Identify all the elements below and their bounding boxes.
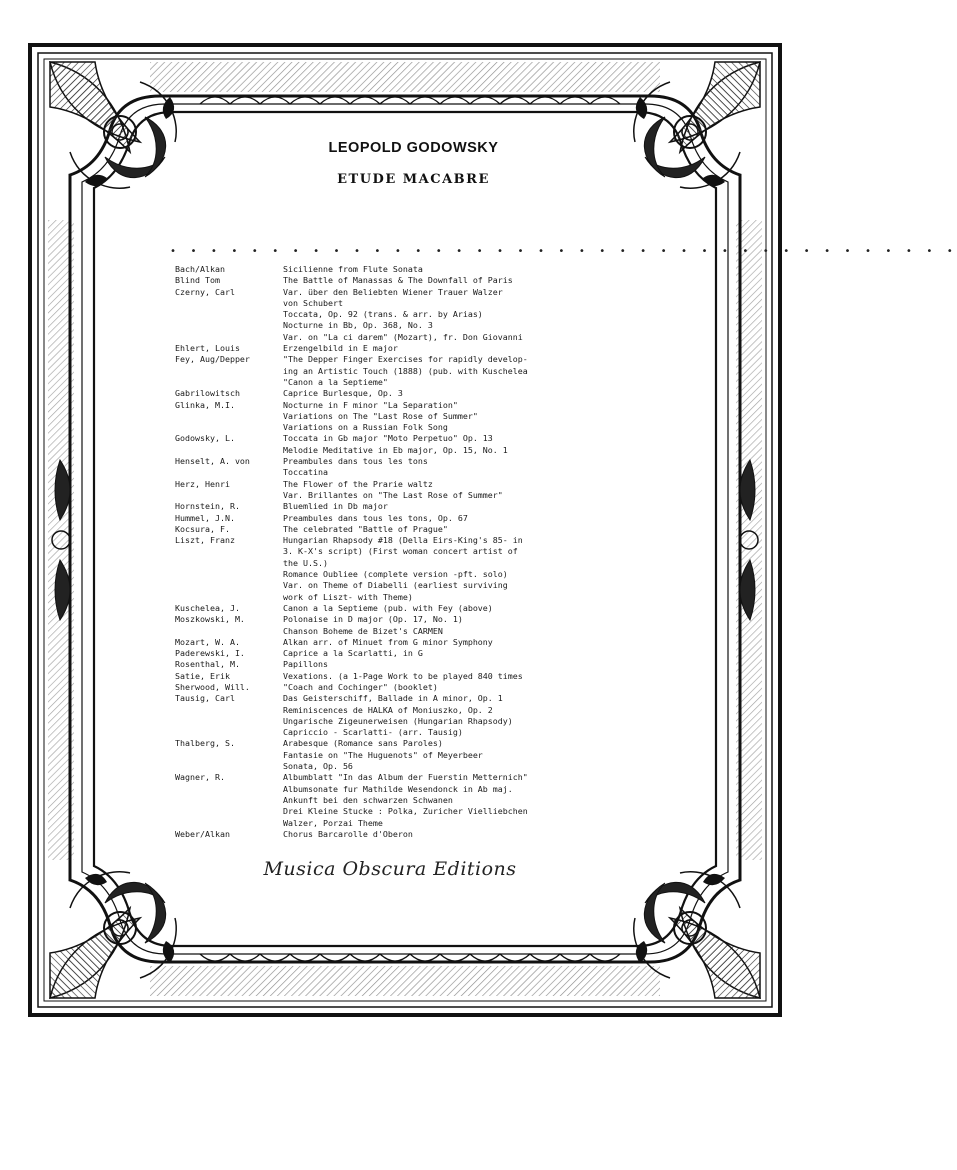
listing-composer [175, 761, 283, 772]
listing-composer: Godowsky, L. [175, 433, 235, 444]
listing-row [175, 546, 645, 557]
listing-title: Ungarische Zigeunerweisen (Hungarian Rhapsody) [283, 715, 513, 726]
listing-composer: Weber/Alkan [175, 828, 230, 839]
listing-composer: Hummel, J.N. [175, 512, 235, 523]
listing-row [175, 343, 645, 354]
listing-row [175, 354, 645, 365]
listing-title: Vexations. (a 1-Page Work to be played 840 times [283, 670, 523, 681]
listing-composer: Ehlert, Louis [175, 343, 240, 354]
listing-row [175, 682, 645, 693]
listing-row [175, 411, 645, 422]
listing-composer [175, 445, 283, 456]
listing-composer [175, 818, 283, 829]
listing-composer: Moszkowski, M. [175, 614, 245, 625]
listing-composer [175, 784, 283, 795]
listing-title: Var. Brillantes on "The Last Rose of Summer" [283, 489, 503, 500]
listing-row [175, 332, 645, 343]
listing-composer: Blind Tom [175, 275, 220, 286]
listing-composer: Rosenthal, M. [175, 659, 240, 670]
listing-composer: Bach/Alkan [175, 264, 225, 274]
listing-composer [175, 750, 283, 761]
listing-row [175, 535, 645, 546]
listing-title: Preambules dans tous les tons [283, 456, 428, 467]
listing-title: Variations on a Russian Folk Song [283, 422, 448, 433]
listing-row [175, 806, 645, 817]
listing-title: Var. on Theme of Diabelli (earliest surviving [283, 580, 508, 591]
listing-title: Ankunft bei den schwarzen Schwanen [283, 794, 453, 805]
listing-row [175, 716, 645, 727]
listing-title: Var. über den Beliebten Wiener Trauer Walzer [283, 286, 503, 297]
listing-composer [175, 716, 283, 727]
listing-row [175, 626, 645, 637]
listing-title: Melodie Meditative in Eb major, Op. 15, No. 1 [283, 444, 508, 455]
listing-row [175, 580, 645, 591]
listing-row [175, 648, 645, 659]
listing-composer: Czerny, Carl [175, 286, 235, 297]
listing-row [175, 264, 645, 275]
listing-composer [175, 795, 283, 806]
listing-title: Caprice Burlesque, Op. 3 [283, 388, 403, 399]
listing-row [175, 693, 645, 704]
listing-composer: Paderewski, I. [175, 648, 245, 659]
listing-row [175, 275, 645, 286]
listing-title: Fantasie on "The Huguenots" of Meyerbeer [283, 749, 483, 760]
listing-title: Albumsonate fur Mathilde Wesendonck in Ab maj. [283, 783, 513, 794]
listing-row [175, 479, 645, 490]
listing-row [175, 727, 645, 738]
listing-row [175, 603, 645, 614]
work-title: ETUDE MACABRE [337, 172, 490, 187]
listing-row [175, 750, 645, 761]
listing-row [175, 422, 645, 433]
listing-title: Canon a la Septieme (pub. with Fey (above) [283, 602, 493, 613]
listing-title: Toccata, Op. 92 (trans. & arr. by Arias) [283, 309, 483, 320]
listing-row [175, 671, 645, 682]
listing-row [175, 784, 645, 795]
listing-title: Caprice a la Scarlatti, in G [283, 648, 423, 659]
listing-title: The Flower of the Prarie waltz [283, 478, 433, 489]
listing-composer [175, 411, 283, 422]
listing-row [175, 377, 645, 388]
dotted-divider: • • • • • • • • • • • • • • • • • • • • • • • • • • • • • • • • • • • • • • • [170, 246, 957, 257]
composer-title: LEOPOLD GODOWSKY [328, 140, 499, 156]
listing-title: Nocturne in F minor "La Separation" [283, 399, 458, 410]
listing-title: The celebrated "Battle of Prague" [283, 523, 448, 534]
listing-row [175, 659, 645, 670]
listing-composer: Sherwood, Will. [175, 681, 250, 692]
listing-row [175, 558, 645, 569]
listing-row [175, 320, 645, 331]
listing-title: Var. on "La ci darem" (Mozart), fr. Don Giovanni [283, 331, 523, 342]
listing-title: Arabesque (Romance sans Paroles) [283, 738, 443, 749]
listing-composer [175, 592, 283, 603]
listing-title: Variations on The "Last Rose of Summer" [283, 410, 478, 421]
listing-title: work of Liszt- with Theme) [283, 591, 413, 602]
listing-title: Sicilienne from Flute Sonata [283, 264, 423, 274]
listing-title: "The Depper Finger Exercises for rapidly develop- [283, 354, 528, 365]
listing-composer: Hornstein, R. [175, 501, 240, 512]
listing-composer [175, 467, 283, 478]
listing-composer: Kuschelea, J. [175, 602, 240, 613]
listing-composer: Kocsura, F. [175, 523, 230, 534]
listing-composer [175, 366, 283, 377]
listing-title: Das Geisterschiff, Ballade in A minor, Op. 1 [283, 693, 503, 704]
listing-title: "Coach and Cochinger" (booklet) [283, 681, 438, 692]
listing-composer: Wagner, R. [175, 772, 225, 783]
listing-title: Alkan arr. of Minuet from G minor Symphony [283, 636, 493, 647]
listing-title: Erzengelbild in E major [283, 343, 398, 354]
listing-title: Polonaise in D major (Op. 17, No. 1) [283, 614, 463, 625]
listing-composer: Tausig, Carl [175, 693, 235, 704]
listing-title: Chorus Barcarolle d'Oberon [283, 828, 413, 839]
listing-composer [175, 422, 283, 433]
listing-title: Sonata, Op. 56 [283, 761, 353, 772]
listing-row [175, 456, 645, 467]
listing-row [175, 637, 645, 648]
listing-title: Preambules dans tous les tons, Op. 67 [283, 512, 468, 523]
listing-composer [175, 320, 283, 331]
listing-title: Toccatina [283, 467, 328, 478]
listing-title: Papillons [283, 659, 328, 670]
listing-row [175, 592, 645, 603]
listing-title: Toccata in Gb major "Moto Perpetuo" Op. 13 [283, 433, 493, 444]
listing-composer [175, 309, 283, 320]
listing-title: Romance Oubliee (complete version -pft. solo) [283, 569, 508, 580]
listing-row [175, 818, 645, 829]
listing-row [175, 309, 645, 320]
listing-row [175, 614, 645, 625]
listing-row [175, 490, 645, 501]
listing-row [175, 467, 645, 478]
listing-row [175, 829, 645, 840]
listing-composer: Herz, Henri [175, 478, 230, 489]
listing-title: Capriccio - Scarlatti- (arr. Tausig) [283, 727, 463, 738]
listing-composer [175, 580, 283, 591]
listing-composer: Satie, Erik [175, 670, 230, 681]
listing-composer [175, 377, 283, 388]
listing-composer: Thalberg, S. [175, 738, 235, 749]
listing-title: Walzer, Porzai Theme [283, 817, 383, 828]
listing-composer [175, 490, 283, 501]
listing-composer: Glinka, M.I. [175, 399, 235, 410]
listing-row [175, 400, 645, 411]
listing-title: ing an Artistic Touch (1888) (pub. with Kuschelea [283, 365, 528, 376]
listing-title: the U.S.) [283, 557, 328, 568]
listing-composer: Mozart, W. A. [175, 636, 240, 647]
listing-title: Nocturne in Bb, Op. 368, No. 3 [283, 320, 433, 331]
listing-row [175, 795, 645, 806]
listing-title: Reminiscences de HALKA of Moniuszko, Op. 2 [283, 704, 493, 715]
listing-composer [175, 806, 283, 817]
listing-title: 3. K-X's script) (First woman concert artist of [283, 546, 518, 557]
listing-composer [175, 626, 283, 637]
listing-row [175, 501, 645, 512]
publisher-name: Musica Obscura Editions [263, 858, 517, 880]
listing-composer: Henselt, A. von [175, 456, 250, 467]
listing-row [175, 738, 645, 749]
listing-row [175, 298, 645, 309]
listing-row [175, 287, 645, 298]
listing-row [175, 445, 645, 456]
listing-composer [175, 569, 283, 580]
listing-composer [175, 705, 283, 716]
listing-composer: Fey, Aug/Depper [175, 354, 250, 365]
listing-title: Albumblatt "In das Album der Fuerstin Metternich" [283, 772, 528, 783]
listing-row [175, 761, 645, 772]
listing-row [175, 433, 645, 444]
listing-row [175, 705, 645, 716]
listing-composer [175, 546, 283, 557]
works-listing [175, 264, 645, 840]
listing-title: Bluemlied in Db major [283, 501, 388, 512]
listing-row [175, 524, 645, 535]
listing-composer [175, 727, 283, 738]
listing-title: Chanson Boheme de Bizet's CARMEN [283, 625, 443, 636]
listing-row [175, 388, 645, 399]
listing-composer [175, 298, 283, 309]
listing-row [175, 772, 645, 783]
listing-title: Drei Kleine Stucke : Polka, Zuricher Vielliebchen [283, 806, 528, 817]
listing-title: von Schubert [283, 297, 343, 308]
listing-composer [175, 558, 283, 569]
listing-title: The Battle of Manassas & The Downfall of Paris [283, 275, 513, 286]
listing-row [175, 569, 645, 580]
listing-composer [175, 332, 283, 343]
listing-composer: Gabrilowitsch [175, 388, 240, 399]
listing-title: Hungarian Rhapsody #18 (Della Eirs-King's 85- in [283, 535, 523, 546]
listing-row [175, 366, 645, 377]
listing-title: "Canon a la Septieme" [283, 376, 388, 387]
listing-composer: Liszt, Franz [175, 535, 235, 546]
listing-row [175, 513, 645, 524]
